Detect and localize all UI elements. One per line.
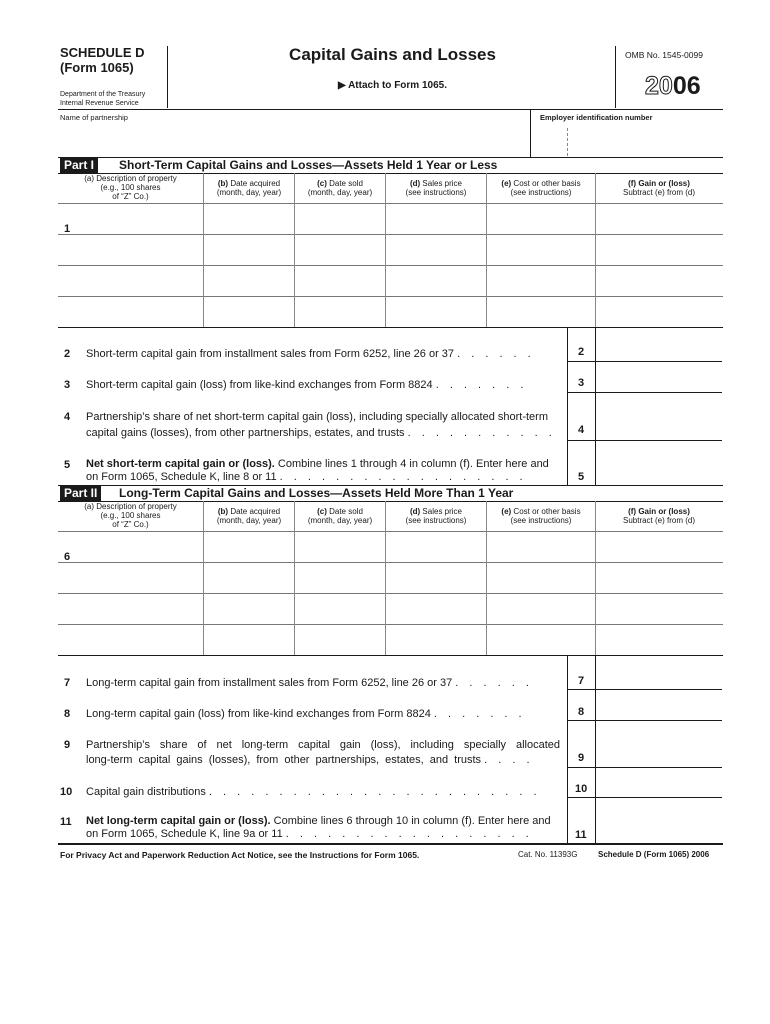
line-1-number: 1 (64, 223, 71, 235)
line-7-amount[interactable] (597, 664, 722, 688)
col-a-header (58, 174, 203, 201)
line-4-number: 4 (64, 411, 71, 423)
p2-col-e-text2: (see instructions) (510, 516, 572, 525)
ein-label: Employer identification number (540, 113, 653, 122)
line-10-text (86, 785, 561, 800)
col-c-header (295, 179, 385, 197)
line-5-label1: Combine lines 1 through 4 in column (f). Enter here and (274, 458, 549, 470)
line-8-dots: . . . . . . . (433, 708, 526, 720)
form-label: (Form 1065) (60, 60, 134, 75)
line-3-amount[interactable] (597, 367, 722, 391)
line-6-row-1[interactable] (58, 532, 722, 561)
line-4-text2 (86, 426, 556, 441)
line-9-amount[interactable] (597, 727, 722, 765)
schedule-label: SCHEDULE D (60, 45, 145, 60)
p2-col-a-letter: (a) (84, 502, 95, 511)
line-8-amount[interactable] (597, 695, 722, 719)
col-b-text1: Date acquired (228, 179, 281, 188)
line-7-box: 7 (578, 675, 585, 687)
line-4-label2: capital gains (losses), from other partnerships, estates, and trusts (86, 427, 405, 439)
line-9-dots: . . . . (484, 754, 534, 766)
form-title: Capital Gains and Losses (289, 45, 496, 64)
line-4-text1: Partnership’s share of net short-term capital gain (loss), including specially allocated short-term (86, 411, 549, 423)
col-c-letter: (c) (317, 179, 327, 188)
p2-col-d-text1: Sales price (420, 507, 462, 516)
line-2-label: Short-term capital gain from installment sales from Form 6252, line 26 or 37 (86, 348, 455, 360)
tax-year (645, 72, 701, 101)
line-10-number: 10 (60, 786, 73, 798)
line-9-box: 9 (578, 752, 585, 764)
line-5-bold: Net short-term capital gain or (loss). (86, 458, 275, 470)
col-d-text2: (see instructions) (405, 188, 467, 197)
p2-col-e-letter: (e) (501, 507, 512, 516)
p2-col-d-header (386, 507, 486, 525)
line-7-dots: . . . . . . (455, 677, 533, 689)
line-1-row-4[interactable] (58, 297, 722, 326)
line-3-box: 3 (578, 377, 585, 389)
p2-col-c-header (295, 507, 385, 525)
part-ii-badge: Part II (60, 486, 101, 501)
col-c-text2: (month, day, year) (307, 188, 373, 197)
tax-year-outline: 20 (645, 72, 673, 100)
col-a-text1: Description of property (94, 174, 177, 183)
catalog-number: Cat. No. 11393G (518, 850, 578, 859)
ein-field[interactable] (532, 124, 722, 156)
line-6-row-2[interactable] (58, 563, 722, 592)
line-9-text1: Partnership’s share of net long-term capital gain (loss), including specially allocated (86, 739, 560, 751)
line-1-row-3[interactable] (58, 266, 722, 295)
tax-year-bold: 06 (672, 72, 701, 100)
line-8-number: 8 (64, 708, 71, 720)
line-10-dots: . . . . . . . . . . . . . . . . . . . . . . . . (208, 786, 541, 798)
line-3-text (86, 378, 556, 393)
privacy-notice: For Privacy Act and Paperwork Reduction Act Notice, see the Instructions for Form 1065. (60, 850, 420, 860)
p2-col-e-text1: Cost or other basis (511, 507, 581, 516)
p2-col-a-text1: Description of property (94, 502, 177, 511)
line-5-dots: . . . . . . . . . . . . . . . . . . (279, 471, 527, 483)
col-a-text3: of “Z” Co.) (112, 192, 149, 201)
line-2-box: 2 (578, 346, 585, 358)
line-11-number: 11 (60, 816, 72, 828)
p2-col-f-header (596, 507, 722, 525)
line-2-amount[interactable] (597, 336, 722, 360)
partnership-name-field[interactable] (58, 124, 528, 156)
line-11-text2 (86, 827, 556, 842)
col-e-header (487, 179, 595, 197)
line-6-number: 6 (64, 551, 71, 563)
line-5-box: 5 (578, 471, 585, 483)
line-3-dots: . . . . . . . (435, 379, 528, 391)
col-d-header (386, 179, 486, 197)
p2-col-a-header (58, 502, 203, 529)
p2-col-c-text2: (month, day, year) (307, 516, 373, 525)
p2-col-c-letter: (c) (317, 507, 327, 516)
line-8-text (86, 707, 556, 722)
irs-line: Internal Revenue Service (60, 100, 139, 107)
omb-number: OMB No. 1545-0099 (625, 50, 703, 60)
col-f-letter: (f) (628, 179, 637, 188)
line-11-label2: on Form 1065, Schedule K, line 9a or 11 (86, 828, 283, 840)
col-f-header (596, 179, 722, 197)
line-8-box: 8 (578, 706, 585, 718)
line-10-amount[interactable] (597, 772, 722, 796)
part-ii-title: Long-Term Capital Gains and Losses—Assets Held More Than 1 Year (119, 486, 514, 500)
line-8-label: Long-term capital gain (loss) from like-kind exchanges from Form 8824 (86, 708, 431, 720)
part-i-title: Short-Term Capital Gains and Losses—Assets Held 1 Year or Less (119, 158, 498, 172)
line-11-dots: . . . . . . . . . . . . . . . . . . (285, 828, 533, 840)
p2-col-a-text2: (e.g., 100 shares (100, 511, 161, 520)
col-a-letter: (a) (84, 174, 95, 183)
line-9-number: 9 (64, 739, 71, 751)
line-5-label2: on Form 1065, Schedule K, line 8 or 11 (86, 471, 277, 483)
line-3-label: Short-term capital gain (loss) from like-kind exchanges from Form 8824 (86, 379, 433, 391)
col-c-text1: Date sold (326, 179, 363, 188)
line-11-bold: Net long-term capital gain or (loss). (86, 815, 271, 827)
line-9-text2 (86, 753, 556, 768)
col-d-letter: (d) (409, 179, 421, 188)
col-d-text1: Sales price (420, 179, 462, 188)
part-i-badge: Part I (60, 158, 98, 173)
line-10-label: Capital gain distributions (86, 786, 206, 798)
line-11-amount[interactable] (597, 804, 722, 842)
col-a-text2: (e.g., 100 shares (100, 183, 161, 192)
line-11-box: 11 (575, 829, 587, 841)
p2-col-f-text1: Gain or (loss) (636, 507, 690, 516)
department-line: Department of the Treasury (60, 91, 146, 98)
line-4-dots: . . . . . . . . . . . (407, 427, 556, 439)
line-1-row-1[interactable] (58, 204, 722, 233)
line-5-amount[interactable] (597, 447, 722, 484)
line-11-label1: Combine lines 6 through 10 in column (f). Enter here and (270, 815, 551, 827)
col-e-text1: Cost or other basis (511, 179, 581, 188)
p2-col-f-letter: (f) (628, 507, 637, 516)
line-4-amount[interactable] (597, 400, 722, 438)
line-7-number: 7 (64, 677, 71, 689)
col-f-text1: Gain or (loss) (636, 179, 690, 188)
p2-col-d-text2: (see instructions) (405, 516, 467, 525)
line-3-number: 3 (64, 379, 71, 391)
line-2-dots: . . . . . . (457, 348, 535, 360)
col-b-header (204, 179, 294, 197)
line-6-row-3[interactable] (58, 594, 722, 623)
p2-col-f-text2: Subtract (e) from (d) (622, 516, 695, 525)
line-9-label2: long-term capital gains (losses), from other partnerships, estates, and trusts (86, 754, 482, 766)
line-7-label: Long-term capital gain from installment sales from Form 6252, line 26 or 37 (86, 677, 453, 689)
col-e-letter: (e) (501, 179, 512, 188)
col-e-text2: (see instructions) (510, 188, 572, 197)
line-5-number: 5 (64, 459, 71, 471)
p2-col-e-header (487, 507, 595, 525)
line-7-text (86, 676, 556, 691)
p2-col-b-letter: (b) (217, 507, 229, 516)
p2-col-c-text1: Date sold (326, 507, 363, 516)
col-b-text2: (month, day, year) (216, 188, 282, 197)
attach-instruction: ▶ Attach to Form 1065. (337, 80, 447, 91)
p2-col-d-letter: (d) (409, 507, 421, 516)
footer-form-id: Schedule D (Form 1065) 2006 (598, 850, 710, 859)
p2-col-b-text1: Date acquired (228, 507, 281, 516)
p2-col-a-text3: of “Z” Co.) (112, 520, 149, 529)
partnership-name-label: Name of partnership (60, 113, 128, 122)
line-2-text (86, 347, 556, 362)
col-b-letter: (b) (217, 179, 229, 188)
p2-col-b-text2: (month, day, year) (216, 516, 282, 525)
line-1-row-2[interactable] (58, 235, 722, 264)
line-10-box: 10 (575, 783, 588, 795)
line-4-box: 4 (578, 424, 585, 436)
line-5-text2 (86, 470, 556, 485)
line-2-number: 2 (64, 348, 71, 360)
line-6-row-4[interactable] (58, 625, 722, 654)
col-f-text2: Subtract (e) from (d) (622, 188, 695, 197)
p2-col-b-header (204, 507, 294, 525)
